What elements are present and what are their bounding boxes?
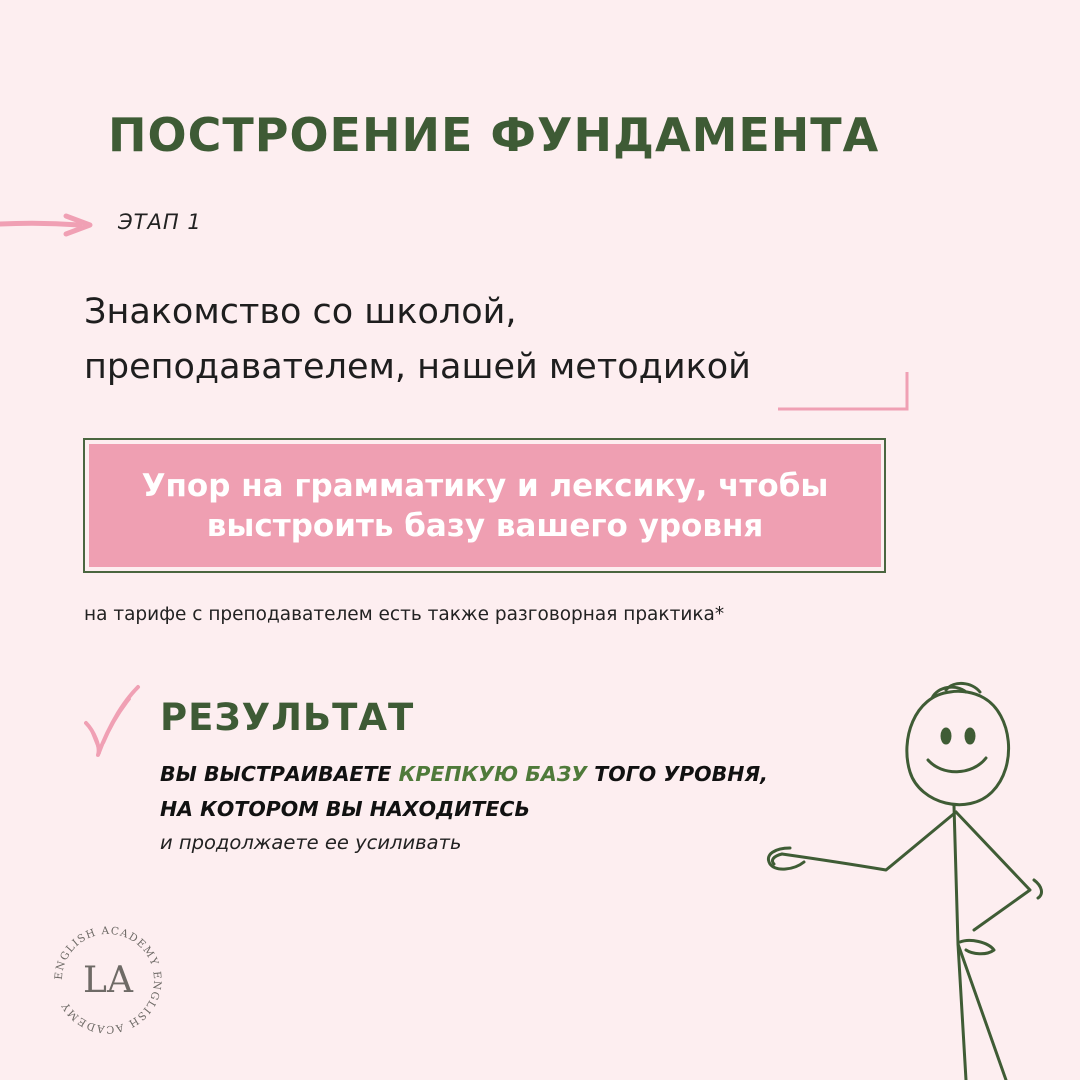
intro-text <box>84 285 751 395</box>
tariff-note: на тарифе с преподавателем есть также разговорная практика* <box>84 604 725 625</box>
logo-ring-text: ENGLISH ACADEMY ENGLISH ACADEMY <box>52 924 164 1036</box>
arrow-right-icon <box>0 210 96 240</box>
corner-bracket-decoration <box>778 370 913 412</box>
intro-line-1: Знакомство со школой, <box>84 292 517 332</box>
page-title: ПОСТРОЕНИЕ ФУНДАМЕНТА <box>108 108 880 162</box>
intro-line-2: преподавателем, нашей методикой <box>84 347 751 387</box>
stick-figure-pointing-icon <box>760 680 1060 1080</box>
result-statement-line-2: НА КОТОРОМ ВЫ НАХОДИТЕСЬ <box>160 797 531 821</box>
highlight-box <box>89 444 881 567</box>
logo-monogram: LA <box>83 960 133 1001</box>
highlight-line-1: Упор на грамматику и лексику, чтобы <box>141 467 829 504</box>
highlight-line-2: выстроить базу вашего уровня <box>206 507 764 544</box>
checkmark-icon <box>84 683 144 759</box>
result-text-before: ВЫ ВЫСТРАИВАЕТЕ <box>160 762 399 786</box>
result-subtext: и продолжаете ее усиливать <box>160 831 462 854</box>
result-accent-text: КРЕПКУЮ БАЗУ <box>398 762 588 786</box>
result-text-after: ТОГО УРОВНЯ, <box>587 762 768 786</box>
academy-logo <box>50 922 166 1038</box>
stage-label: ЭТАП 1 <box>118 210 202 234</box>
result-statement-line-1 <box>160 762 768 786</box>
result-heading: РЕЗУЛЬТАТ <box>160 696 415 739</box>
